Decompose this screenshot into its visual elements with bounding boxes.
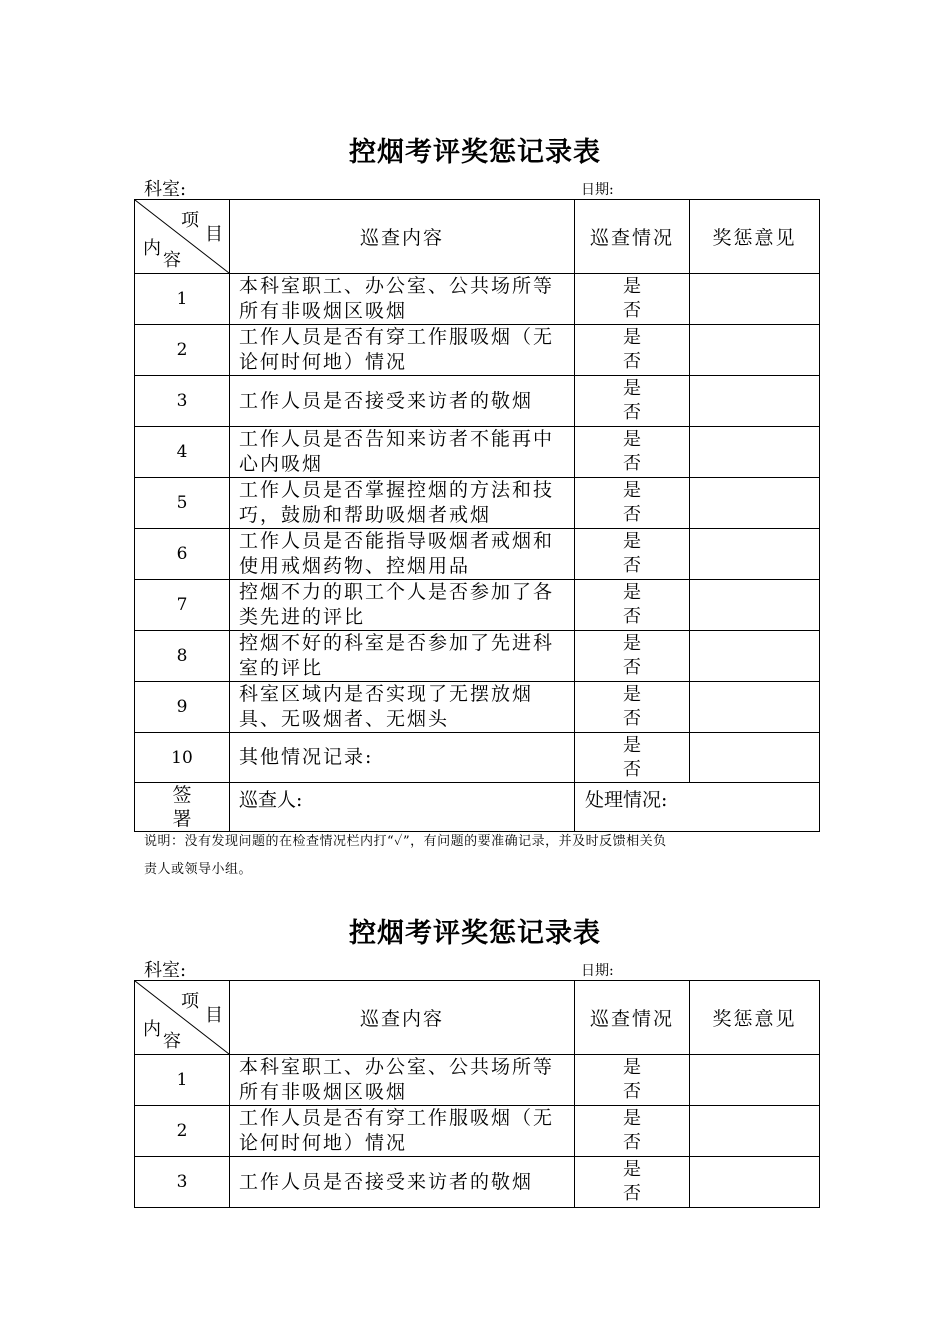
header-item-char: 项 bbox=[181, 991, 199, 1012]
opinion-cell[interactable] bbox=[690, 376, 820, 427]
table-row bbox=[135, 580, 820, 631]
yes-option[interactable]: 是 bbox=[623, 276, 641, 297]
table-row bbox=[135, 427, 820, 478]
opinion-cell[interactable] bbox=[690, 580, 820, 631]
no-option[interactable]: 否 bbox=[623, 555, 641, 576]
signature-label-char: 署 bbox=[172, 808, 192, 830]
opinion-cell[interactable] bbox=[690, 325, 820, 376]
yes-option[interactable]: 是 bbox=[623, 734, 641, 756]
no-option[interactable]: 否 bbox=[623, 708, 641, 729]
row-content: 工作人员是否告知来访者不能再中心内吸烟 bbox=[230, 427, 575, 478]
row-number: 5 bbox=[135, 478, 230, 529]
form-title: 控烟考评奖惩记录表 bbox=[349, 137, 601, 168]
department-label: 科室: bbox=[144, 960, 187, 981]
table-header-row bbox=[135, 981, 820, 1055]
inspector-field[interactable]: 巡查人: bbox=[230, 783, 575, 832]
note-line: 责人或领导小组。 bbox=[144, 862, 253, 877]
yes-option[interactable]: 是 bbox=[623, 378, 641, 399]
header-content-char: 内 bbox=[143, 1019, 161, 1040]
opinion-cell[interactable] bbox=[690, 733, 820, 783]
yes-option[interactable]: 是 bbox=[623, 684, 641, 705]
note-line: 说明：没有发现问题的在检查情况栏内打“✓”，有问题的要准确记录，并及时反馈相关负 bbox=[144, 834, 667, 849]
row-content: 科室区域内是否实现了无摆放烟具、无吸烟者、无烟头 bbox=[230, 682, 575, 733]
signature-label bbox=[135, 783, 230, 832]
status-cell[interactable] bbox=[575, 1055, 690, 1106]
header-opinion: 奖惩意见 bbox=[690, 981, 820, 1055]
opinion-cell[interactable] bbox=[690, 631, 820, 682]
note-text bbox=[144, 828, 816, 884]
header-content: 巡查内容 bbox=[230, 981, 575, 1055]
row-number: 4 bbox=[135, 427, 230, 478]
no-option[interactable]: 否 bbox=[623, 402, 641, 423]
department-label: 科室: bbox=[144, 179, 187, 200]
diagonal-header-cell bbox=[135, 200, 230, 274]
opinion-cell[interactable] bbox=[690, 478, 820, 529]
opinion-cell[interactable] bbox=[690, 1106, 820, 1157]
yes-option[interactable]: 是 bbox=[623, 531, 641, 552]
row-number: 9 bbox=[135, 682, 230, 733]
row-content: 本科室职工、办公室、公共场所等所有非吸烟区吸烟 bbox=[230, 1055, 575, 1106]
row-content: 工作人员是否接受来访者的敬烟 bbox=[230, 376, 575, 427]
table-row bbox=[135, 325, 820, 376]
row-content: 本科室职工、办公室、公共场所等所有非吸烟区吸烟 bbox=[230, 274, 575, 325]
header-item-char: 目 bbox=[205, 224, 223, 245]
no-option[interactable]: 否 bbox=[623, 657, 641, 678]
yes-option[interactable]: 是 bbox=[623, 480, 641, 501]
row-number: 1 bbox=[135, 1055, 230, 1106]
form-title: 控烟考评奖惩记录表 bbox=[349, 918, 601, 949]
status-cell[interactable] bbox=[575, 427, 690, 478]
table-row bbox=[135, 376, 820, 427]
row-content: 工作人员是否能指导吸烟者戒烟和使用戒烟药物、控烟用品 bbox=[230, 529, 575, 580]
inspection-table bbox=[134, 199, 820, 832]
header-content-char: 内 bbox=[143, 238, 161, 259]
table-row bbox=[135, 478, 820, 529]
opinion-cell[interactable] bbox=[690, 427, 820, 478]
diagonal-header-cell bbox=[135, 981, 230, 1055]
header-content: 巡查内容 bbox=[230, 200, 575, 274]
no-option[interactable]: 否 bbox=[623, 351, 641, 372]
no-option[interactable]: 否 bbox=[623, 1132, 641, 1153]
inspection-table bbox=[134, 980, 820, 1208]
yes-option[interactable]: 是 bbox=[623, 1108, 641, 1129]
row-content: 工作人员是否有穿工作服吸烟（无论何时何地）情况 bbox=[230, 325, 575, 376]
date-label: 日期: bbox=[581, 963, 614, 979]
header-content-char: 容 bbox=[163, 1031, 181, 1052]
row-number: 3 bbox=[135, 376, 230, 427]
opinion-cell[interactable] bbox=[690, 1157, 820, 1208]
opinion-cell[interactable] bbox=[690, 529, 820, 580]
signature-row bbox=[135, 783, 820, 832]
table-row bbox=[135, 733, 820, 783]
row-number: 2 bbox=[135, 1106, 230, 1157]
row-number: 7 bbox=[135, 580, 230, 631]
row-number: 6 bbox=[135, 529, 230, 580]
status-cell[interactable] bbox=[575, 1157, 690, 1208]
row-number: 1 bbox=[135, 274, 230, 325]
header-status: 巡查情况 bbox=[575, 981, 690, 1055]
no-option[interactable]: 否 bbox=[623, 300, 641, 321]
signature-label-char: 签 bbox=[172, 784, 192, 806]
row-content: 控烟不力的职工个人是否参加了各类先进的评比 bbox=[230, 580, 575, 631]
yes-option[interactable]: 是 bbox=[623, 633, 641, 654]
no-option[interactable]: 否 bbox=[623, 1081, 641, 1102]
table-row bbox=[135, 1157, 820, 1208]
no-option[interactable]: 否 bbox=[623, 453, 641, 474]
table-row bbox=[135, 631, 820, 682]
table-row bbox=[135, 1055, 820, 1106]
status-cell[interactable] bbox=[575, 325, 690, 376]
table-row bbox=[135, 274, 820, 325]
header-opinion: 奖惩意见 bbox=[690, 200, 820, 274]
row-content: 工作人员是否掌握控烟的方法和技巧，鼓励和帮助吸烟者戒烟 bbox=[230, 478, 575, 529]
status-cell[interactable] bbox=[575, 1106, 690, 1157]
table-row bbox=[135, 1106, 820, 1157]
status-cell[interactable] bbox=[575, 580, 690, 631]
table-header-row bbox=[135, 200, 820, 274]
row-number: 10 bbox=[135, 733, 230, 783]
opinion-cell[interactable] bbox=[690, 274, 820, 325]
yes-option[interactable]: 是 bbox=[623, 1159, 641, 1180]
yes-option[interactable]: 是 bbox=[623, 1057, 641, 1078]
row-content: 控烟不好的科室是否参加了先进科室的评比 bbox=[230, 631, 575, 682]
status-cell[interactable] bbox=[575, 478, 690, 529]
status-cell[interactable] bbox=[575, 631, 690, 682]
date-label: 日期: bbox=[581, 182, 614, 198]
status-cell[interactable] bbox=[575, 682, 690, 733]
no-option[interactable]: 否 bbox=[623, 758, 641, 780]
status-cell[interactable] bbox=[575, 376, 690, 427]
status-cell[interactable] bbox=[575, 529, 690, 580]
header-status: 巡查情况 bbox=[575, 200, 690, 274]
no-option[interactable]: 否 bbox=[623, 504, 641, 525]
row-number: 2 bbox=[135, 325, 230, 376]
opinion-cell[interactable] bbox=[690, 1055, 820, 1106]
status-cell[interactable] bbox=[575, 733, 690, 783]
no-option[interactable]: 否 bbox=[623, 1183, 641, 1204]
row-number: 8 bbox=[135, 631, 230, 682]
table-row bbox=[135, 529, 820, 580]
no-option[interactable]: 否 bbox=[623, 606, 641, 627]
row-number: 3 bbox=[135, 1157, 230, 1208]
row-content: 工作人员是否接受来访者的敬烟 bbox=[230, 1157, 575, 1208]
handling-field[interactable]: 处理情况: bbox=[575, 783, 820, 832]
row-content: 工作人员是否有穿工作服吸烟（无论何时何地）情况 bbox=[230, 1106, 575, 1157]
header-item-char: 目 bbox=[205, 1005, 223, 1026]
table-row bbox=[135, 682, 820, 733]
header-item-char: 项 bbox=[181, 210, 199, 231]
yes-option[interactable]: 是 bbox=[623, 429, 641, 450]
opinion-cell[interactable] bbox=[690, 682, 820, 733]
row-content: 其他情况记录: bbox=[230, 733, 575, 783]
status-cell[interactable] bbox=[575, 274, 690, 325]
header-content-char: 容 bbox=[163, 250, 181, 271]
yes-option[interactable]: 是 bbox=[623, 327, 641, 348]
yes-option[interactable]: 是 bbox=[623, 582, 641, 603]
